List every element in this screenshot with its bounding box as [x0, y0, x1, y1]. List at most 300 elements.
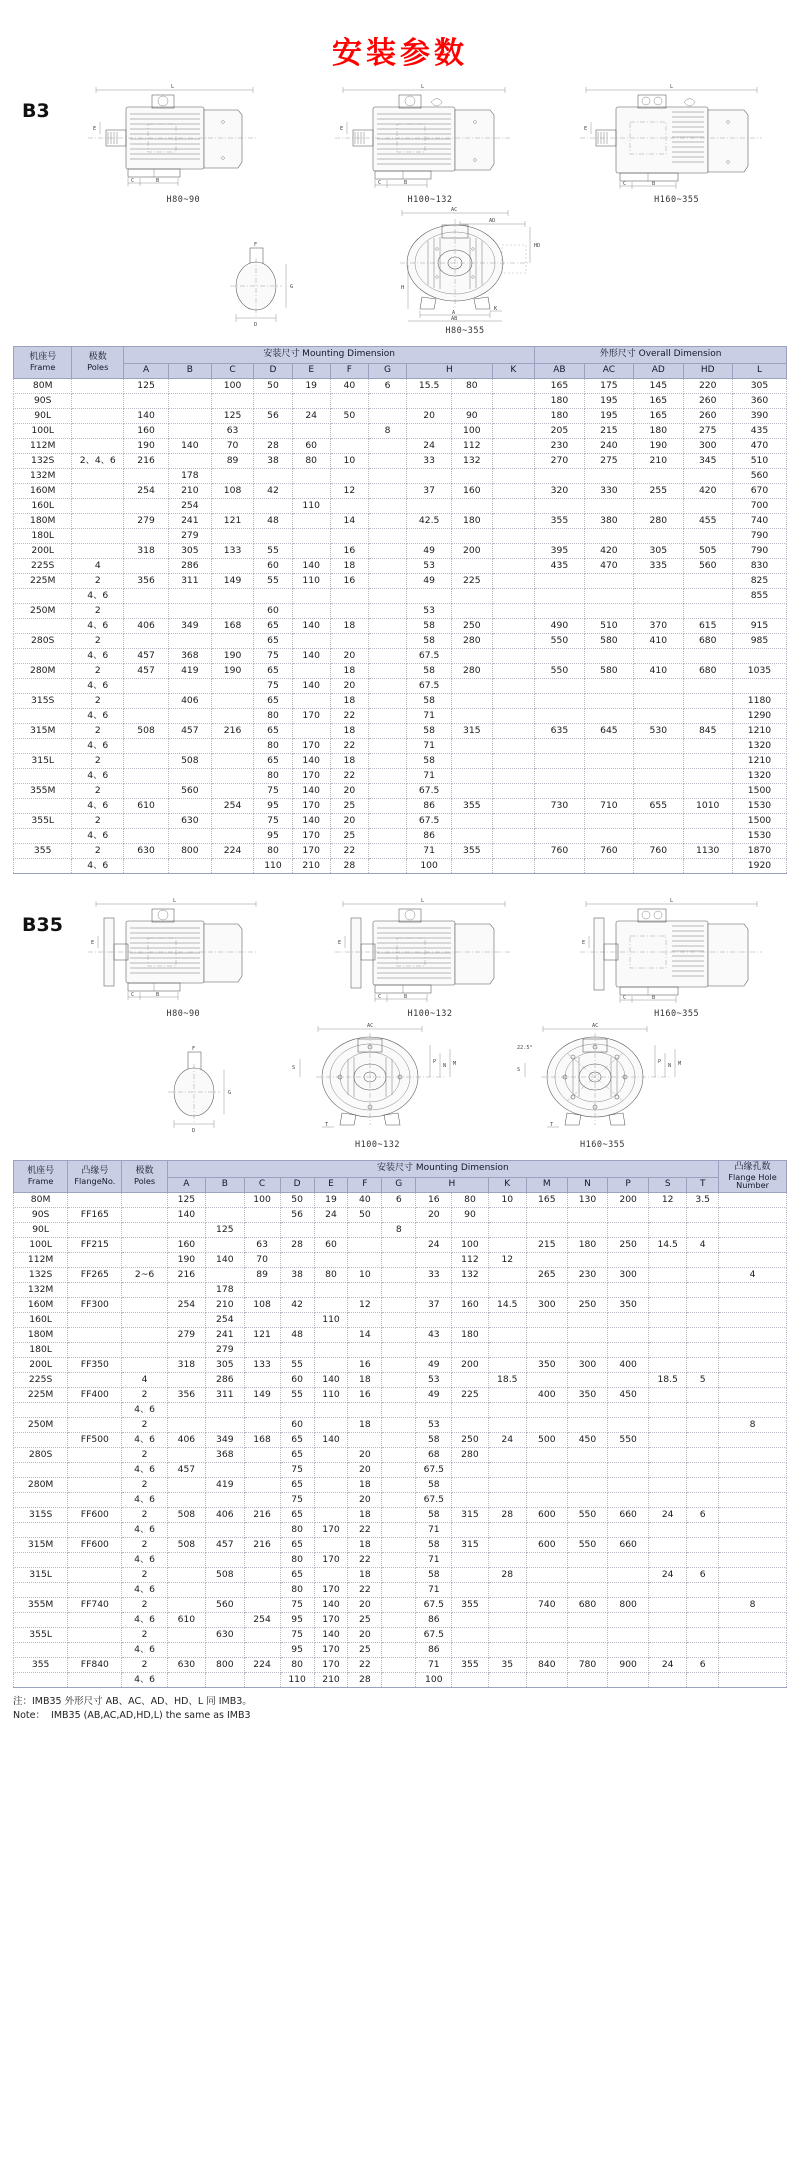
cell-F: 22 — [330, 739, 368, 754]
cell-A — [167, 1673, 205, 1688]
cell-L: 985 — [732, 634, 786, 649]
cell-K — [492, 514, 535, 529]
cell-P: 900 — [608, 1658, 649, 1673]
cell-P — [608, 1613, 649, 1628]
table-row — [14, 619, 787, 634]
cell-G — [368, 769, 406, 784]
svg-text:T: T — [550, 1122, 554, 1128]
cell-N: 550 — [567, 1508, 608, 1523]
cell-D: 65 — [254, 724, 292, 739]
cell-Hv: 250 — [452, 619, 492, 634]
cell-F — [348, 1283, 382, 1298]
cell-N — [567, 1328, 608, 1343]
cell-G — [368, 529, 406, 544]
cell-B — [169, 709, 212, 724]
cell-N — [567, 1373, 608, 1388]
table-row — [14, 709, 787, 724]
cell-D: 65 — [254, 694, 292, 709]
cell-Hv — [452, 1493, 488, 1508]
cell-frame: 90L — [14, 409, 72, 424]
cell-poles — [122, 1238, 167, 1253]
cell-AD: 760 — [634, 844, 683, 859]
th-holes-en1: Flange Hole — [728, 1171, 777, 1182]
cell-H: 67.5 — [407, 649, 452, 664]
cell-frame: 250M — [14, 1418, 68, 1433]
cell-poles: 2 — [122, 1448, 167, 1463]
cell-D: 75 — [280, 1628, 314, 1643]
cell-AC: 710 — [584, 799, 633, 814]
cell-H: 86 — [416, 1643, 452, 1658]
cell-B: 178 — [169, 469, 212, 484]
svg-text:E: E — [583, 126, 587, 132]
cell-T — [687, 1523, 719, 1538]
cell-K — [492, 439, 535, 454]
th-col-HD: HD — [683, 364, 732, 379]
motor-flange-side-view-h100-132 — [325, 896, 535, 1019]
svg-text:HD: HD — [534, 243, 541, 249]
table-row — [14, 409, 787, 424]
cell-C: 168 — [244, 1433, 280, 1448]
cell-AC: 420 — [584, 544, 633, 559]
cell-Hv — [452, 1553, 488, 1568]
cell-K — [488, 1478, 526, 1493]
th-poles-en: Poles — [133, 1175, 156, 1186]
th-col-T: T — [687, 1178, 719, 1193]
table-row — [14, 394, 787, 409]
cell-H — [407, 529, 452, 544]
table-row — [14, 379, 787, 394]
cell-A — [124, 814, 169, 829]
cell-E — [314, 1283, 348, 1298]
cell-S: 14.5 — [648, 1238, 686, 1253]
cell-S — [648, 1673, 686, 1688]
th-col-K: K — [488, 1178, 526, 1193]
cell-A: 457 — [124, 664, 169, 679]
th-holes-en2: Number — [736, 1180, 769, 1191]
cell-C — [244, 1523, 280, 1538]
cell-F: 10 — [330, 454, 368, 469]
cell-F: 18 — [330, 619, 368, 634]
cell-C — [244, 1448, 280, 1463]
table-row — [14, 1583, 787, 1598]
cell-flange: FF840 — [68, 1658, 122, 1673]
cell-F: 25 — [348, 1613, 382, 1628]
cell-F: 25 — [348, 1643, 382, 1658]
cell-F: 18 — [330, 559, 368, 574]
cell-C — [211, 859, 254, 874]
cell-B — [206, 1463, 244, 1478]
cell-C: 108 — [244, 1298, 280, 1313]
th-col-A: A — [124, 364, 169, 379]
cell-flange — [68, 1373, 122, 1388]
cell-S — [648, 1283, 686, 1298]
cell-D: 80 — [280, 1583, 314, 1598]
cell-K — [492, 469, 535, 484]
cell-F: 18 — [330, 754, 368, 769]
b35-dimensions-table — [13, 1160, 787, 1688]
cell-K — [488, 1583, 526, 1598]
cell-S — [648, 1448, 686, 1463]
flange-front-svg — [495, 1019, 710, 1137]
cell-Hv: 200 — [452, 1358, 488, 1373]
table-row — [14, 1463, 787, 1478]
cell-frame — [14, 859, 72, 874]
cell-B: 368 — [206, 1448, 244, 1463]
b35-drawings-block — [0, 896, 800, 1150]
cell-AB: 395 — [535, 544, 584, 559]
cell-poles: 4、6 — [122, 1493, 167, 1508]
shaft-end-detail-b35 — [150, 1042, 250, 1150]
cell-holes — [719, 1628, 787, 1643]
cell-B: 279 — [169, 529, 212, 544]
cell-E — [314, 1508, 348, 1523]
th-col-E: E — [314, 1178, 348, 1193]
cell-E — [314, 1568, 348, 1583]
cell-frame: 250M — [14, 604, 72, 619]
cell-A — [124, 604, 169, 619]
cell-Hv: 355 — [452, 799, 492, 814]
cell-D: 56 — [254, 409, 292, 424]
cell-AD — [634, 604, 683, 619]
cell-G — [382, 1283, 416, 1298]
drawing-caption: H160~355 — [654, 1009, 700, 1019]
cell-K: 35 — [488, 1658, 526, 1673]
cell-D — [254, 394, 292, 409]
cell-H: 33 — [407, 454, 452, 469]
cell-flange: FF350 — [68, 1358, 122, 1373]
cell-D: 95 — [254, 799, 292, 814]
svg-text:G: G — [228, 1090, 232, 1096]
cell-N — [567, 1208, 608, 1223]
cell-K — [488, 1598, 526, 1613]
cell-holes — [719, 1283, 787, 1298]
cell-D: 95 — [280, 1613, 314, 1628]
cell-H: 58 — [416, 1508, 452, 1523]
cell-K — [492, 484, 535, 499]
cell-C: 224 — [244, 1658, 280, 1673]
cell-P — [608, 1643, 649, 1658]
cell-E — [292, 544, 330, 559]
cell-M — [526, 1568, 567, 1583]
cell-poles: 2 — [72, 634, 124, 649]
cell-C — [244, 1643, 280, 1658]
cell-F — [330, 424, 368, 439]
cell-P: 350 — [608, 1298, 649, 1313]
cell-N — [567, 1643, 608, 1658]
cell-frame: 200L — [14, 1358, 68, 1373]
cell-A: 508 — [167, 1538, 205, 1553]
cell-A — [167, 1418, 205, 1433]
cell-L: 670 — [732, 484, 786, 499]
cell-B — [206, 1523, 244, 1538]
cell-A — [167, 1223, 205, 1238]
cell-AC: 580 — [584, 664, 633, 679]
cell-N: 550 — [567, 1538, 608, 1553]
cell-M — [526, 1493, 567, 1508]
table-row — [14, 649, 787, 664]
svg-text:B: B — [651, 181, 655, 187]
cell-M — [526, 1313, 567, 1328]
cell-L — [732, 604, 786, 619]
cell-L: 1920 — [732, 859, 786, 874]
cell-B: 630 — [206, 1628, 244, 1643]
cell-Hv — [452, 1628, 488, 1643]
cell-A: 406 — [167, 1433, 205, 1448]
table-row — [14, 724, 787, 739]
cell-F: 40 — [348, 1193, 382, 1208]
cell-C — [211, 814, 254, 829]
cell-H: 67.5 — [416, 1598, 452, 1613]
cell-Hv — [452, 739, 492, 754]
cell-K — [492, 844, 535, 859]
cell-S: 24 — [648, 1658, 686, 1673]
cell-HD: 560 — [683, 559, 732, 574]
cell-C — [211, 529, 254, 544]
svg-text:B: B — [651, 995, 655, 1001]
cell-M: 400 — [526, 1388, 567, 1403]
cell-B: 560 — [206, 1598, 244, 1613]
cell-C — [244, 1553, 280, 1568]
cell-T: 6 — [687, 1658, 719, 1673]
cell-H: 86 — [407, 829, 452, 844]
cell-E: 170 — [292, 844, 330, 859]
cell-G — [368, 394, 406, 409]
cell-holes — [719, 1568, 787, 1583]
cell-K — [488, 1493, 526, 1508]
th-flange-en: FlangeNo. — [74, 1175, 116, 1186]
cell-D: 65 — [280, 1478, 314, 1493]
cell-K — [492, 709, 535, 724]
cell-poles — [72, 529, 124, 544]
cell-K — [488, 1538, 526, 1553]
cell-Hv — [452, 1463, 488, 1478]
svg-text:T: T — [325, 1122, 329, 1128]
cell-frame: 132M — [14, 1283, 68, 1298]
cell-frame: 355M — [14, 784, 72, 799]
cell-P — [608, 1418, 649, 1433]
cell-Hv: 112 — [452, 439, 492, 454]
cell-poles: 4 — [72, 559, 124, 574]
cell-P — [608, 1373, 649, 1388]
cell-A: 140 — [167, 1208, 205, 1223]
cell-E: 110 — [292, 574, 330, 589]
cell-frame: 180L — [14, 1343, 68, 1358]
cell-G — [382, 1403, 416, 1418]
cell-holes — [719, 1553, 787, 1568]
table-row — [14, 1553, 787, 1568]
cell-N — [567, 1343, 608, 1358]
cell-AD: 410 — [634, 634, 683, 649]
cell-frame: 355L — [14, 814, 72, 829]
drawing-caption: H100~132 — [355, 1140, 400, 1150]
cell-Hv: 80 — [452, 379, 492, 394]
cell-frame: 315L — [14, 1568, 68, 1583]
cell-D: 60 — [254, 559, 292, 574]
cell-AC: 195 — [584, 394, 633, 409]
th-flange-cn: 凸缘号 — [81, 1166, 109, 1177]
cell-T — [687, 1553, 719, 1568]
cell-C: 121 — [211, 514, 254, 529]
th-col-B: B — [169, 364, 212, 379]
cell-G — [382, 1553, 416, 1568]
cell-holes — [719, 1328, 787, 1343]
cell-T: 3.5 — [687, 1193, 719, 1208]
th-poles — [122, 1161, 167, 1193]
svg-text:K: K — [494, 306, 498, 312]
cell-E — [314, 1223, 348, 1238]
cell-AD — [634, 829, 683, 844]
cell-E: 110 — [314, 1313, 348, 1328]
cell-D: 60 — [280, 1418, 314, 1433]
cell-K — [492, 409, 535, 424]
cell-M: 500 — [526, 1433, 567, 1448]
th-col-B: B — [206, 1178, 244, 1193]
cell-A — [124, 784, 169, 799]
cell-T — [687, 1628, 719, 1643]
cell-flange: FF165 — [68, 1208, 122, 1223]
cell-H: 58 — [407, 664, 452, 679]
cell-K — [488, 1388, 526, 1403]
cell-G — [368, 454, 406, 469]
cell-F: 50 — [348, 1208, 382, 1223]
cell-C — [211, 589, 254, 604]
cell-F — [330, 394, 368, 409]
cell-K — [492, 664, 535, 679]
cell-L: 1210 — [732, 724, 786, 739]
cell-frame — [14, 1523, 68, 1538]
cell-M — [526, 1448, 567, 1463]
cell-S — [648, 1553, 686, 1568]
cell-poles — [72, 394, 124, 409]
cell-H — [416, 1343, 452, 1358]
cell-M — [526, 1553, 567, 1568]
th-poles-cn: 极数 — [135, 1166, 154, 1177]
cell-HD — [683, 649, 732, 664]
section-tag-b35: B35 — [22, 914, 63, 936]
cell-AC — [584, 754, 633, 769]
cell-Hv: 160 — [452, 1298, 488, 1313]
table-row — [14, 1403, 787, 1418]
cell-L: 790 — [732, 529, 786, 544]
cell-M — [526, 1673, 567, 1688]
cell-G: 8 — [382, 1223, 416, 1238]
cell-D: 80 — [280, 1658, 314, 1673]
cell-D: 55 — [254, 574, 292, 589]
cell-C: 190 — [211, 664, 254, 679]
cell-N — [567, 1283, 608, 1298]
cell-T — [687, 1433, 719, 1448]
cell-N: 350 — [567, 1388, 608, 1403]
cell-frame — [14, 829, 72, 844]
cell-S — [648, 1343, 686, 1358]
cell-T — [687, 1598, 719, 1613]
cell-Hv: 280 — [452, 634, 492, 649]
cell-frame — [14, 709, 72, 724]
cell-AC — [584, 859, 633, 874]
cell-Hv: 315 — [452, 724, 492, 739]
cell-K — [492, 589, 535, 604]
cell-AB — [535, 769, 584, 784]
cell-flange — [68, 1448, 122, 1463]
svg-text:B: B — [156, 992, 160, 998]
th-frame-en: Frame — [29, 361, 56, 372]
cell-holes — [719, 1298, 787, 1313]
svg-text:D: D — [254, 322, 258, 328]
cell-N — [567, 1673, 608, 1688]
cell-A: 630 — [167, 1658, 205, 1673]
cell-K: 14.5 — [488, 1298, 526, 1313]
cell-M: 600 — [526, 1538, 567, 1553]
th-col-H: H — [407, 364, 492, 379]
cell-S — [648, 1298, 686, 1313]
cell-L: 1320 — [732, 739, 786, 754]
cell-Hv: 112 — [452, 1253, 488, 1268]
cell-G — [368, 559, 406, 574]
cell-AB: 490 — [535, 619, 584, 634]
cell-P — [608, 1403, 649, 1418]
cell-frame: 132S — [14, 1268, 68, 1283]
cell-B: 254 — [206, 1313, 244, 1328]
cell-D — [254, 469, 292, 484]
cell-E: 170 — [314, 1553, 348, 1568]
cell-AD — [634, 679, 683, 694]
cell-D: 65 — [280, 1508, 314, 1523]
cell-A — [124, 769, 169, 784]
th-col-M: M — [526, 1178, 567, 1193]
cell-G — [382, 1448, 416, 1463]
cell-Hv — [452, 814, 492, 829]
table-row — [14, 1388, 787, 1403]
table-row — [14, 1208, 787, 1223]
cell-frame: 80M — [14, 379, 72, 394]
b3-dimensions-table — [13, 346, 787, 874]
cell-G: 8 — [368, 424, 406, 439]
cell-Hv: 355 — [452, 844, 492, 859]
cell-flange — [68, 1343, 122, 1358]
cell-HD — [683, 499, 732, 514]
cell-HD: 275 — [683, 424, 732, 439]
cell-E: 140 — [314, 1373, 348, 1388]
cell-frame: 80M — [14, 1193, 68, 1208]
cell-P: 300 — [608, 1268, 649, 1283]
cell-F — [348, 1313, 382, 1328]
motor-front-view-h80-355 — [350, 205, 580, 336]
cell-H — [407, 589, 452, 604]
cell-G — [368, 469, 406, 484]
cell-A — [167, 1283, 205, 1298]
cell-M — [526, 1463, 567, 1478]
cell-E: 140 — [292, 559, 330, 574]
cell-M — [526, 1223, 567, 1238]
cell-P — [608, 1583, 649, 1598]
cell-M — [526, 1373, 567, 1388]
cell-B — [206, 1493, 244, 1508]
cell-B: 254 — [169, 499, 212, 514]
cell-poles: 2 — [72, 724, 124, 739]
cell-B — [206, 1193, 244, 1208]
cell-AB: 205 — [535, 424, 584, 439]
cell-AB: 730 — [535, 799, 584, 814]
cell-frame: 180M — [14, 1328, 68, 1343]
cell-AD — [634, 859, 683, 874]
cell-AD — [634, 814, 683, 829]
cell-AB — [535, 574, 584, 589]
cell-Hv: 180 — [452, 514, 492, 529]
cell-poles: 4、6 — [72, 709, 124, 724]
cell-H: 58 — [407, 754, 452, 769]
cell-H: 71 — [416, 1583, 452, 1598]
cell-E — [292, 589, 330, 604]
